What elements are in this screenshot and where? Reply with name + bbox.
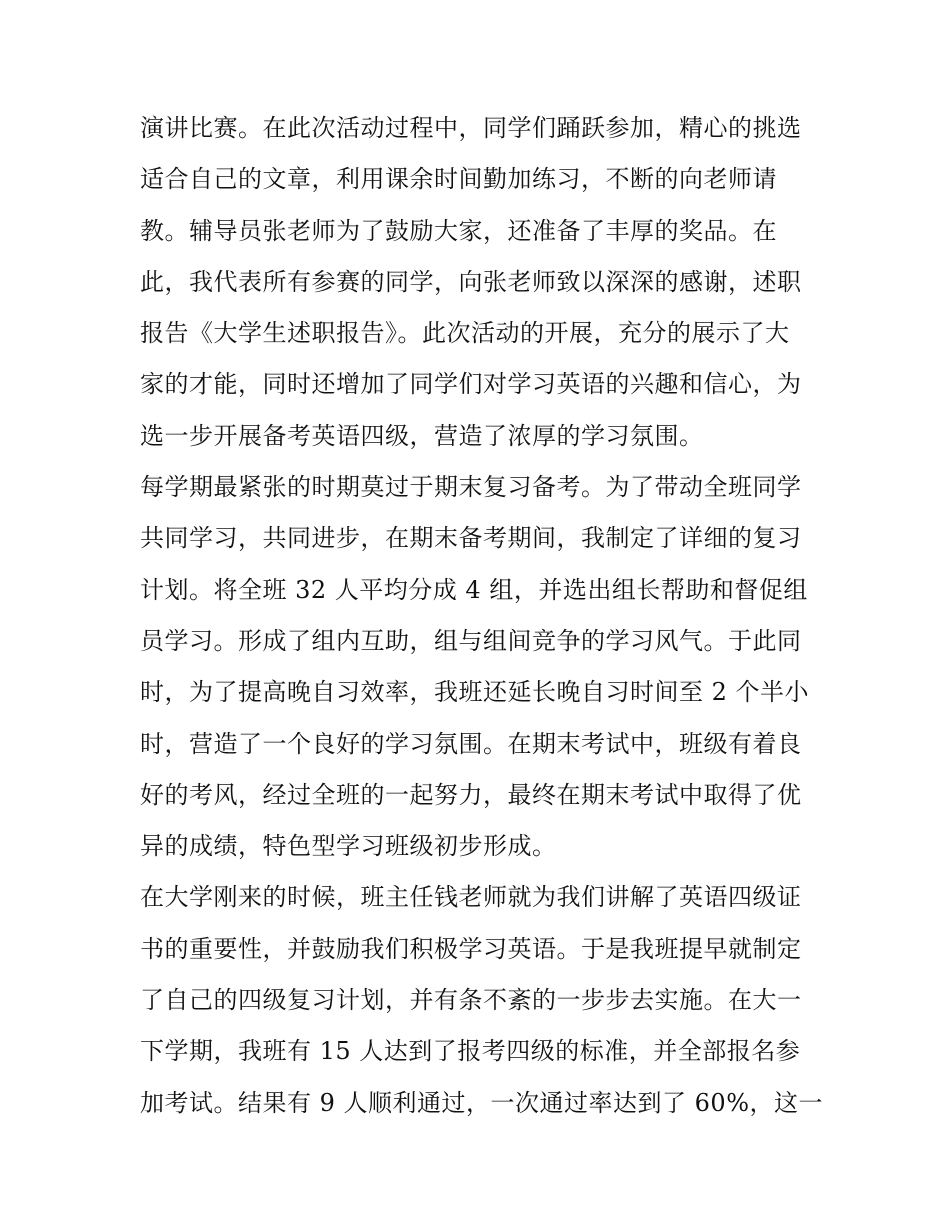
text-line: 下学期，我班有 15 人达到了报考四级的标准，并全部报名参 (140, 1037, 801, 1066)
text-line: 时，为了提高晚自习效率，我班还延长晚自习时间至 2 个半小 (140, 678, 810, 707)
text-line: 计划。将全班 32 人平均分成 4 组，并选出组长帮助和督促组 (140, 575, 808, 604)
text-line: 员学习。形成了组内互助，组与组间竞争的学习风气。于此同 (140, 626, 802, 655)
text-line: 此，我代表所有参赛的同学，向张老师致以深深的感谢，述职 (140, 267, 802, 296)
text-line: 演讲比赛。在此次活动过程中，同学们踊跃参加，精心的挑选 (140, 114, 802, 142)
text-line: 书的重要性，并鼓励我们积极学习英语。于是我班提早就制定 (140, 934, 802, 963)
body-text (140, 103, 823, 1129)
text-line: 家的才能，同时还增加了同学们对学习英语的兴趣和信心，为 (140, 370, 802, 399)
text-line: 好的考风，经过全班的一起努力，最终在期末考试中取得了优 (140, 780, 802, 809)
text-line: 加考试。结果有 9 人顺利通过，一次通过率达到了 60%，这一 (140, 1088, 823, 1117)
text-line: 教。辅导员张老师为了鼓励大家，还准备了丰厚的奖品。在 (140, 216, 777, 245)
text-line: 适合自己的文章，利用课余时间勤加练习，不断的向老师请 (140, 165, 777, 194)
text-line: 异的成绩，特色型学习班级初步形成。 (140, 832, 557, 861)
text-line: 了自己的四级复习计划，并有条不紊的一步步去实施。在大一 (140, 986, 802, 1015)
text-line: 每学期最紧张的时期莫过于期末复习备考。为了带动全班同学 (140, 473, 802, 502)
text-line: 共同学习，共同进步，在期末备考期间，我制定了详细的复习 (140, 524, 802, 553)
text-line: 选一步开展备考英语四级，营造了浓厚的学习氛围。 (140, 421, 704, 450)
text-line: 时，营造了一个良好的学习氛围。在期末考试中，班级有着良 (140, 729, 802, 758)
text-line: 报告《大学生述职报告》。此次活动的开展，充分的展示了大 (140, 319, 790, 348)
text-line: 在大学刚来的时候，班主任钱老师就为我们讲解了英语四级证 (140, 883, 802, 912)
